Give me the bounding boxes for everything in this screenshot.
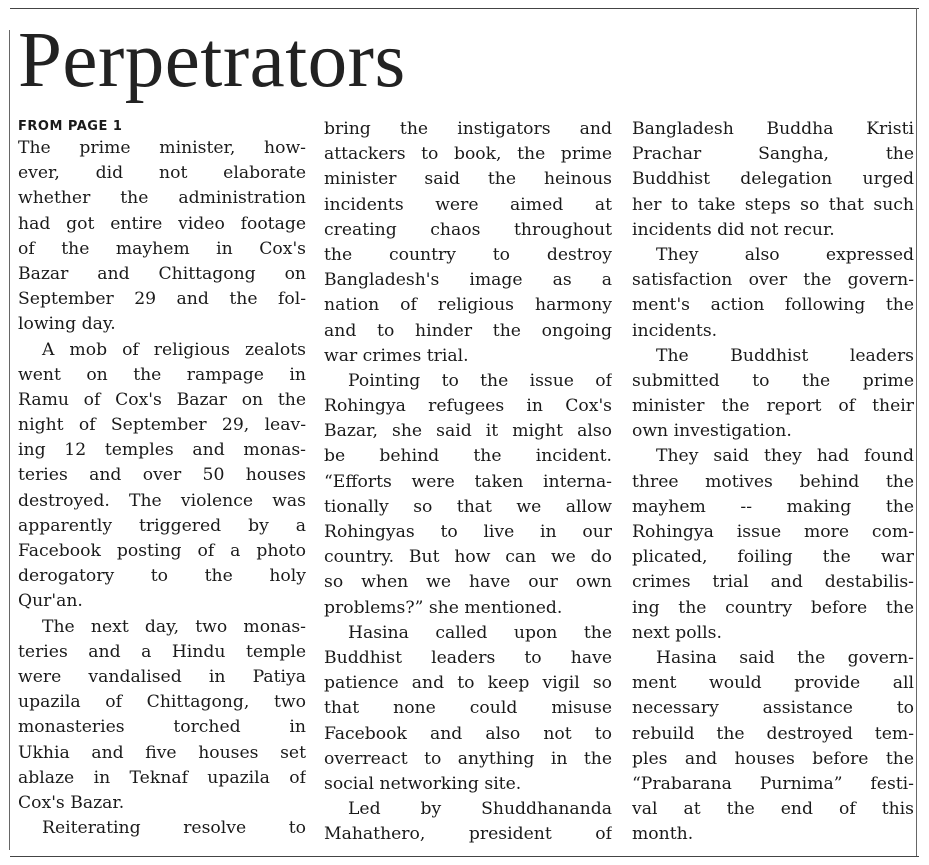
text-line: Ukhia and five houses set [18, 742, 306, 763]
text-line: patience and to keep vigil so [324, 673, 612, 694]
text-line: upazila of Chittagong, two [18, 692, 306, 713]
headline: Perpetrators [18, 17, 406, 104]
text-line: three motives behind the [632, 471, 914, 492]
text-line: Buddhist delegation urged [632, 169, 914, 190]
text-line: crimes trial and destabilis- [632, 572, 914, 593]
text-line: The Buddhist leaders [656, 345, 914, 366]
text-line: month. [632, 824, 694, 845]
text-line: monasteries torched in [18, 717, 306, 738]
text-line: Hasina said the govern- [656, 647, 914, 668]
text-line: and to hinder the ongoing [324, 320, 612, 341]
text-line: Bangladesh's image as a [324, 270, 612, 291]
bottom-rule [10, 856, 919, 857]
text-line: problems?” she mentioned. [324, 597, 563, 618]
text-line: necessary assistance to [632, 698, 914, 719]
text-line: Led by Shuddhananda [348, 799, 612, 820]
text-line: Qur'an. [18, 591, 83, 612]
text-line: Buddhist leaders to have [324, 647, 612, 668]
text-line: minister the report of their [632, 396, 914, 417]
text-line: The next day, two monas- [42, 616, 306, 637]
text-line: war crimes trial. [324, 345, 469, 366]
text-line: nation of religious harmony [324, 295, 612, 316]
text-line: Pointing to the issue of [348, 370, 612, 391]
text-line: mayhem -- making the [632, 496, 914, 517]
text-line: “Prabarana Purnima” festi- [632, 773, 914, 794]
text-line: “Efforts were taken interna- [324, 471, 612, 492]
text-line: so when we have our own [324, 572, 612, 593]
left-rule [9, 30, 10, 850]
text-line: Rohingyas to live in our [324, 522, 612, 542]
text-line: apparently triggered by a [18, 515, 306, 536]
text-line: incidents. [632, 320, 718, 341]
text-line: night of September 29, leav- [18, 415, 306, 436]
text-line: of the mayhem in Cox's [18, 238, 306, 259]
text-line: derogatory to the holy [18, 566, 306, 587]
text-line: went on the rampage in [18, 364, 306, 385]
text-line: plicated, foiling the war [632, 547, 914, 568]
text-line: Ramu of Cox's Bazar on the [18, 389, 306, 410]
text-line: Bazar, she said it might also [324, 421, 612, 442]
text-line: Facebook and also not to [324, 723, 612, 744]
text-line: September 29 and the fol- [18, 289, 306, 310]
text-line: rebuild the destroyed tem- [632, 723, 914, 744]
text-line: attackers to book, the prime [324, 144, 612, 165]
text-line: Bangladesh Buddha Kristi [632, 119, 914, 139]
text-line: creating chaos throughout [324, 219, 612, 240]
text-line: that none could misuse [324, 698, 612, 719]
text-line: ment would provide all [632, 673, 914, 694]
text-line: ablaze in Teknaf upazila of [18, 767, 306, 788]
text-line: satisfaction over the govern- [632, 270, 914, 291]
text-line: Hasina called upon the [348, 622, 612, 643]
text-line: Facebook posting of a photo [18, 541, 306, 561]
text-line: ing 12 temples and monas- [18, 440, 306, 461]
text-line: lowing day. [18, 314, 116, 335]
text-line: ples and houses before the [632, 748, 914, 769]
text-line: overreact to anything in the [324, 748, 612, 769]
text-line: They also expressed [656, 244, 914, 265]
text-line: The prime minister, how- [18, 138, 306, 158]
text-line: ever, did not elaborate [18, 163, 306, 184]
text-line: submitted to the prime [632, 370, 914, 391]
text-line: tionally so that we allow [324, 496, 612, 517]
text-line: A mob of religious zealots [42, 339, 306, 360]
text-line: Prachar Sangha, the [632, 144, 914, 165]
text-line: incidents were aimed at [324, 194, 612, 215]
text-line: social networking site. [324, 773, 522, 794]
text-line: incidents did not recur. [632, 219, 835, 240]
text-line: were vandalised in Patiya [18, 666, 306, 687]
text-line: the country to destroy [324, 244, 612, 265]
text-line: destroyed. The violence was [18, 490, 306, 511]
article-column-3 [632, 117, 914, 847]
text-line: They said they had found [656, 446, 914, 467]
text-line: had got entire video footage [18, 213, 306, 234]
text-line: Reiterating resolve to [42, 818, 306, 839]
article-column-2 [324, 117, 612, 847]
right-rule [916, 8, 917, 856]
text-line: Rohingya refugees in Cox's [324, 396, 612, 417]
text-line: her to take steps so that such [632, 194, 914, 215]
text-line: Cox's Bazar. [18, 792, 125, 813]
text-line: country. But how can we do [324, 547, 612, 568]
text-line: Bazar and Chittagong on [18, 263, 306, 284]
text-line: Rohingya issue more com- [632, 522, 914, 542]
text-line: ing the country before the [632, 597, 914, 618]
text-line: teries and over 50 houses [18, 465, 306, 486]
kicker: FROM PAGE 1 [18, 119, 123, 134]
text-line: Mahathero, president of [324, 824, 612, 845]
text-line: own investigation. [632, 421, 792, 442]
text-line: next polls. [632, 622, 722, 643]
text-line: ment's action following the [632, 295, 914, 316]
top-rule [10, 8, 919, 9]
text-line: be behind the incident. [324, 446, 612, 467]
text-line: whether the administration [18, 188, 306, 209]
text-line: bring the instigators and [324, 119, 612, 139]
text-line: teries and a Hindu temple [18, 641, 306, 662]
article-column-1 [18, 117, 306, 841]
text-line: val at the end of this [632, 799, 914, 820]
text-line: minister said the heinous [324, 169, 612, 190]
